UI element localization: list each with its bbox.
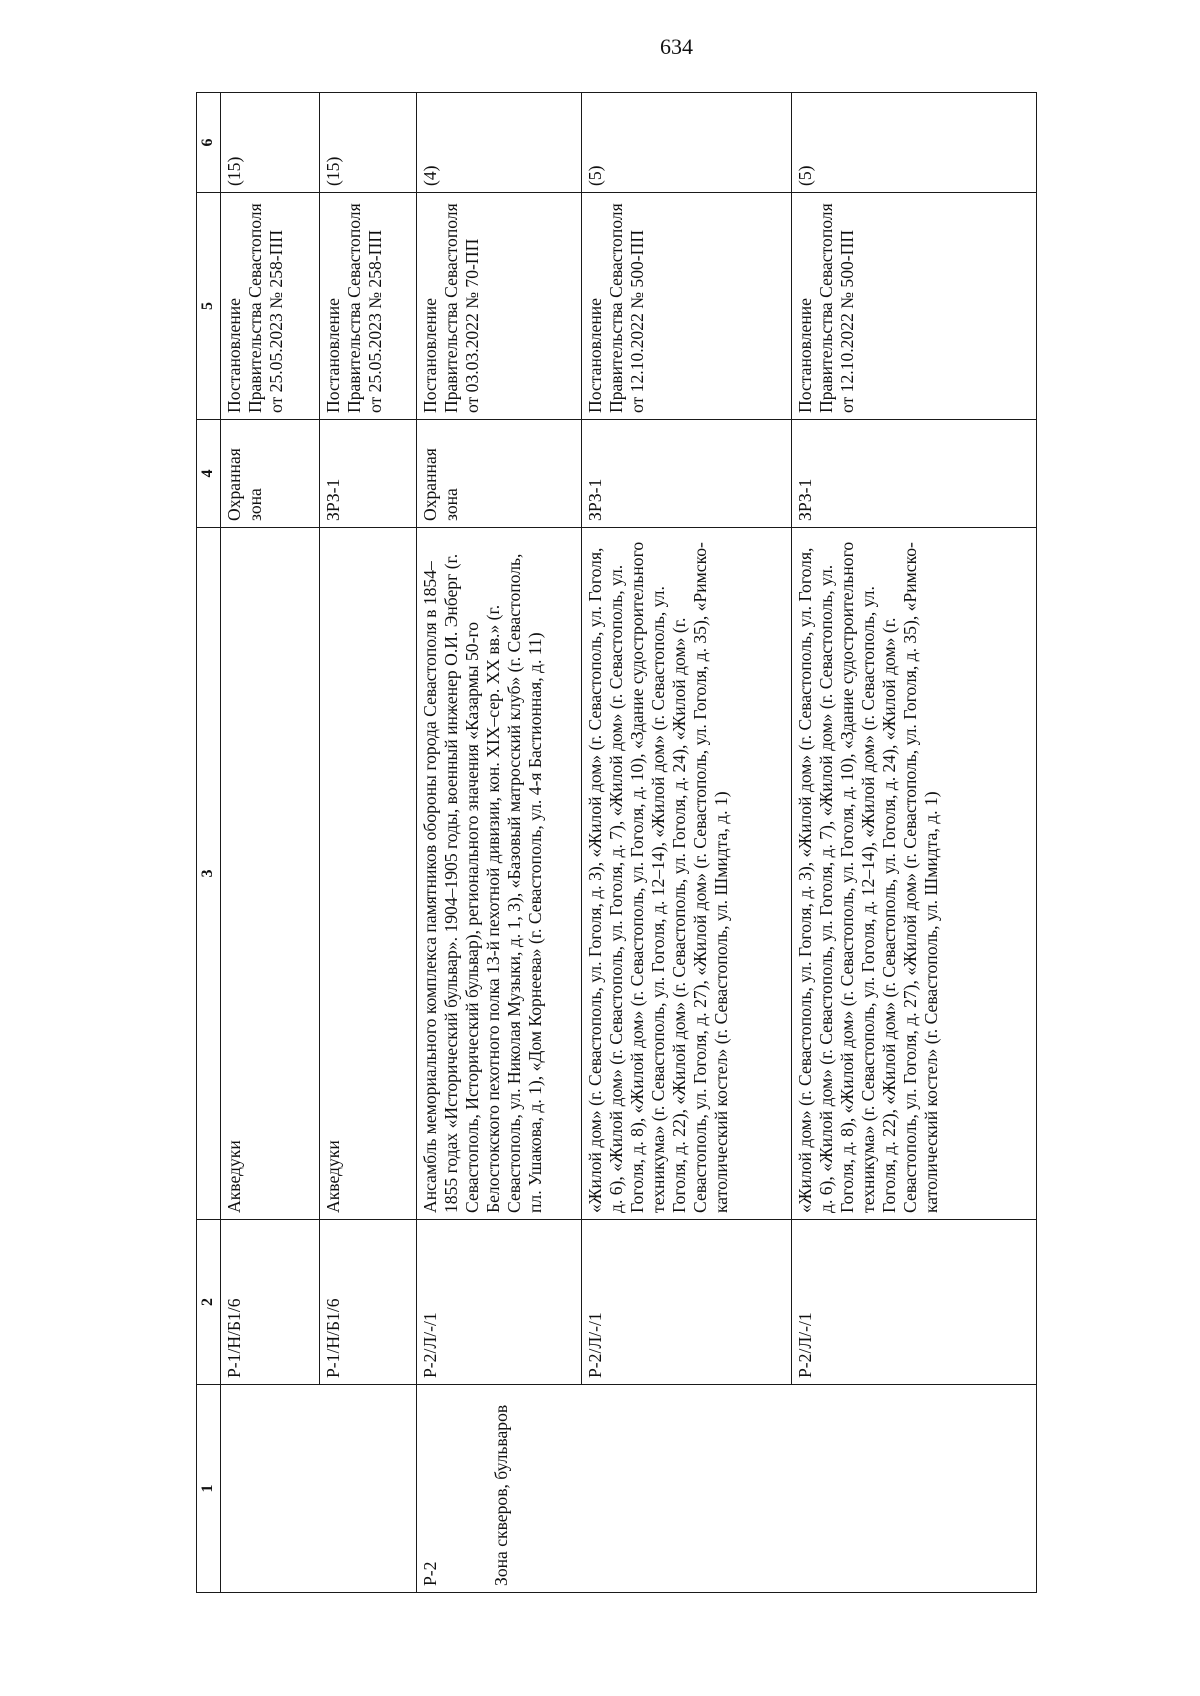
page-number: 634 — [660, 34, 693, 59]
note-cell: (4) — [417, 93, 582, 193]
table-row — [320, 93, 417, 1593]
zone-type-cell: ЗРЗ-1 — [582, 420, 792, 528]
object-cell: Акведуки — [320, 528, 417, 1220]
table-row — [582, 93, 792, 1593]
zone-group-cell — [417, 1385, 1037, 1593]
column-number: 4 — [197, 420, 221, 528]
zone-type-cell: ЗРЗ-1 — [320, 420, 417, 528]
document-cell: Постановление Правительства Севастополя от 12.10.2022 № 500-ПП — [792, 193, 1037, 420]
column-number: 3 — [197, 528, 221, 1220]
note-cell: (5) — [582, 93, 792, 193]
zones-table — [196, 92, 1037, 1593]
column-number: 1 — [197, 1385, 221, 1593]
note-cell: (15) — [221, 93, 320, 193]
zone-type-cell: Охранная зона — [417, 420, 582, 528]
document-cell: Постановление Правительства Севастополя от 03.03.2022 № 70-ПП — [417, 193, 582, 420]
zone-subcode-cell: Р-2/Л/-/1 — [792, 1220, 1037, 1385]
zone-name: Зона скверов, бульваров — [491, 1404, 511, 1586]
document-cell: Постановление Правительства Севастополя от 12.10.2022 № 500-ПП — [582, 193, 792, 420]
note-cell: (15) — [320, 93, 417, 193]
object-cell: «Жилой дом» (г. Севастополь, ул. Гоголя, д. 3), «Жилой дом» (г. Севастополь, ул. Гоголя, д. 6), «Жилой дом» (г. Севастополь, ул. Гоголя, д. 7), «Жилой дом» (г. Севастополь, ул. Гоголя, д. 8), «Жилой дом» (г. Севастополь, ул. Гоголя, д. 10), «Здание судостроительного техникума» (г. Севастополь, ул. Гоголя, д. 12–14), «Жилой дом» (г. Севастополь, ул. Гоголя, д. 22), «Жилой дом» (г. Севастополь, ул. Гоголя, д. 24), «Жилой дом» (г. Севастополь, ул. Гоголя, д. 27), «Жилой дом» (г. Севастополь, ул. Гоголя, д. 35), «Римско-католический костел» (г. Севастополь, ул. Шмидта, д. 1) — [792, 528, 1037, 1220]
zone-code: Р-2 — [420, 1561, 440, 1586]
zone-subcode-cell: Р-2/Л/-/1 — [582, 1220, 792, 1385]
object-cell: Акведуки — [221, 528, 320, 1220]
rotated-table-wrapper — [196, 93, 1036, 1593]
empty-group-cell — [221, 1385, 417, 1593]
table-row — [792, 93, 1037, 1593]
zone-subcode-cell: Р-1/Н/Б1/6 — [320, 1220, 417, 1385]
table-row — [221, 93, 320, 1593]
document-cell: Постановление Правительства Севастополя от 25.05.2023 № 258-ПП — [320, 193, 417, 420]
object-cell: «Жилой дом» (г. Севастополь, ул. Гоголя, д. 3), «Жилой дом» (г. Севастополь, ул. Гоголя, д. 6), «Жилой дом» (г. Севастополь, ул. Гоголя, д. 7), «Жилой дом» (г. Севастополь, ул. Гоголя, д. 8), «Жилой дом» (г. Севастополь, ул. Гоголя, д. 10), «Здание судостроительного техникума» (г. Севастополь, ул. Гоголя, д. 12–14), «Жилой дом» (г. Севастополь, ул. Гоголя, д. 22), «Жилой дом» (г. Севастополь, ул. Гоголя, д. 24), «Жилой дом» (г. Севастополь, ул. Гоголя, д. 27), «Жилой дом» (г. Севастополь, ул. Гоголя, д. 35), «Римско-католический костел» (г. Севастополь, ул. Шмидта, д. 1) — [582, 528, 792, 1220]
zone-subcode-cell: Р-2/Л/-/1 — [417, 1220, 582, 1385]
column-number: 6 — [197, 93, 221, 193]
document-cell: Постановление Правительства Севастополя от 25.05.2023 № 258-ПП — [221, 193, 320, 420]
zone-subcode-cell: Р-1/Н/Б1/6 — [221, 1220, 320, 1385]
zone-type-cell: ЗРЗ-1 — [792, 420, 1037, 528]
column-number: 5 — [197, 193, 221, 420]
note-cell: (5) — [792, 93, 1037, 193]
object-cell: Ансамбль мемориального комплекса памятников обороны города Севастополя в 1854–1855 годах «Исторический бульвар». 1904–1905 годы, военный инженер О.И. Энберг (г. Севастополь, Исторический бульвар), регионального значения «Казармы 50-го Белостокского пехотного полка 13-й пехотной дивизии, кон. XIX–сер. XX вв.» (г. Севастополь, ул. Николая Музыки, д. 1, 3), «Базовый матросский клуб» (г. Севастополь, пл. Ушакова, д. 1), «Дом Корнеева» (г. Севастополь, ул. 4-я Бастионная, д. 11) — [417, 528, 582, 1220]
column-number: 2 — [197, 1220, 221, 1385]
zone-type-cell: Охранная зона — [221, 420, 320, 528]
table-header-row — [197, 93, 221, 1593]
table-row — [417, 93, 582, 1593]
